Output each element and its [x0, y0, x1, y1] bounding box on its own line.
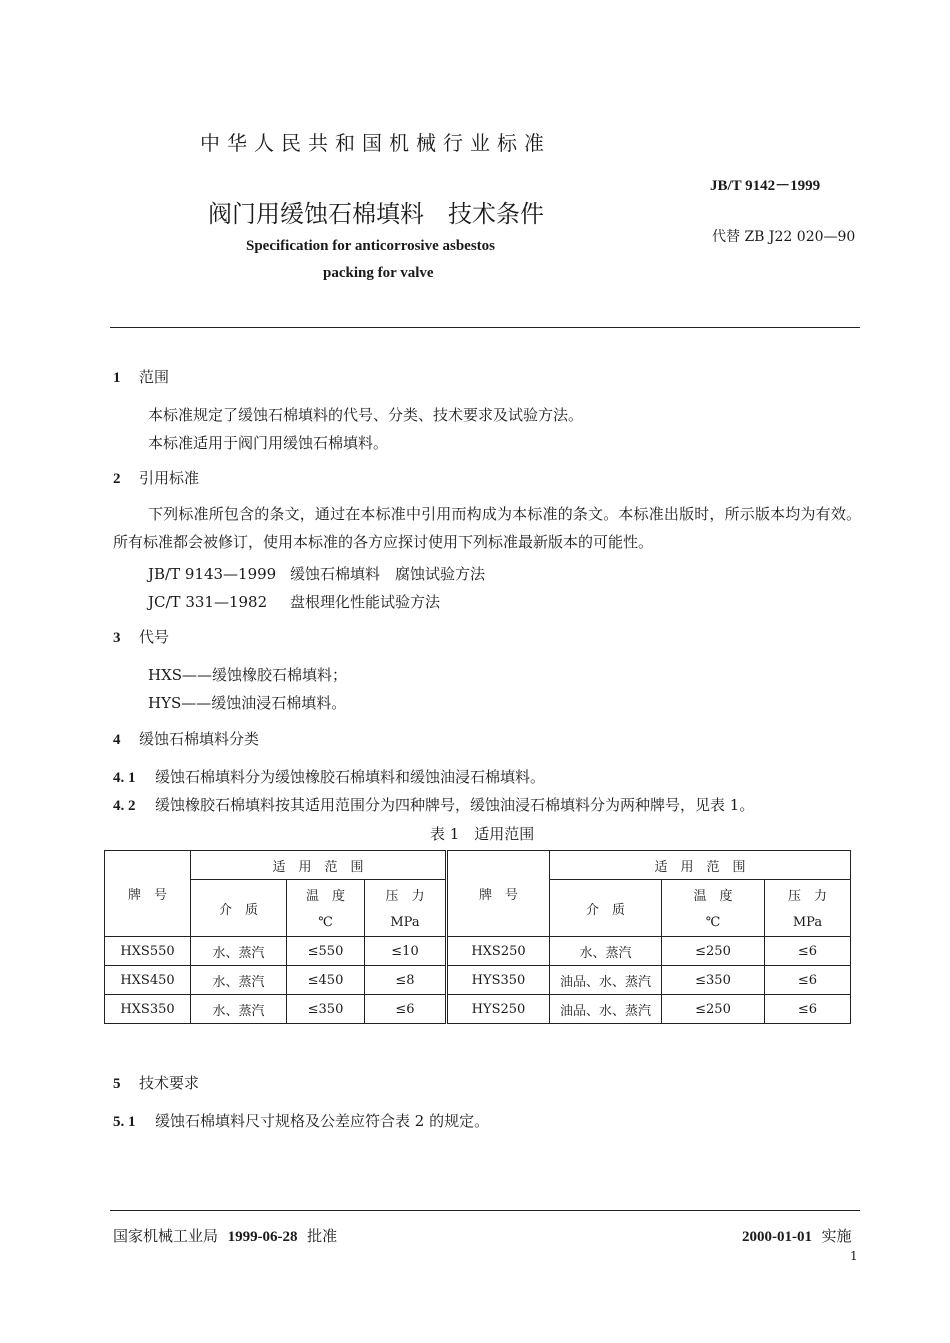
table-row — [105, 995, 851, 1024]
section-number: 2 — [113, 471, 121, 487]
issuing-standard-header: 中华人民共和国机械行业标准 — [200, 131, 551, 155]
implementation-line — [742, 1225, 852, 1246]
header-grade: 牌 号 — [447, 851, 550, 937]
page-number: 1 — [850, 1249, 858, 1263]
header-pressure-unit: MPa — [365, 908, 447, 937]
section-title: 缓蚀石棉填料分类 — [139, 730, 260, 748]
paragraph: HYS——缓蚀油浸石棉填料。 — [148, 694, 347, 712]
clause-number: 5. 1 — [113, 1114, 136, 1130]
section-title: 技术要求 — [139, 1074, 200, 1092]
table-caption: 表 1 适用范围 — [430, 825, 535, 843]
standard-number: JB/T 9142－1999 — [710, 178, 821, 194]
clause-4-2 — [113, 794, 754, 815]
header-grade: 牌 号 — [105, 851, 191, 937]
grade-cell: HYS250 — [447, 995, 550, 1024]
clause-5-1 — [113, 1110, 489, 1131]
header-medium: 介 质 — [550, 880, 662, 937]
footer-divider — [110, 1210, 860, 1211]
header-pressure: 压 力 — [365, 880, 447, 909]
section-number: 1 — [113, 370, 121, 386]
medium-cell: 油品、水、蒸汽 — [550, 995, 662, 1024]
temperature-cell: ≤450 — [287, 966, 365, 995]
english-title-line-2: packing for valve — [323, 265, 434, 281]
medium-cell: 油品、水、蒸汽 — [550, 966, 662, 995]
pressure-cell: ≤10 — [365, 937, 447, 966]
section-3-heading — [113, 626, 169, 647]
paragraph: 下列标准所包含的条文，通过在本标准中引用而构成为本标准的条文。本标准出版时，所示版本均为有效。所有标准都会被修订，使用本标准的各方应探讨使用下列标准最新版本的可能性。 — [113, 505, 861, 551]
document-title: 阀门用缓蚀石棉填料 技术条件 — [208, 200, 544, 228]
temperature-cell: ≤550 — [287, 937, 365, 966]
implementation-date: 2000-01-01 — [742, 1229, 812, 1245]
grade-cell: HXS550 — [105, 937, 191, 966]
reference-item — [148, 563, 485, 584]
medium-cell: 水、蒸汽 — [191, 966, 287, 995]
clause-text: 缓蚀石棉填料分为缓蚀橡胶石棉填料和缓蚀油浸石棉填料。 — [155, 768, 546, 786]
clause-text: 缓蚀石棉填料尺寸规格及公差应符合表 2 的规定。 — [155, 1112, 490, 1130]
reference-code: JB/T 9143—1999 — [148, 565, 277, 583]
section-number: 4 — [113, 732, 121, 748]
applicability-table — [104, 850, 851, 1024]
header-scope: 适 用 范 围 — [191, 851, 447, 880]
section-2-heading — [113, 467, 199, 488]
section-1-heading — [113, 366, 169, 387]
approval-label: 批准 — [307, 1227, 338, 1245]
temperature-cell: ≤250 — [662, 995, 765, 1024]
header-temperature-unit: ℃ — [662, 908, 765, 937]
issuer: 国家机械工业局 — [113, 1227, 219, 1245]
reference-item — [148, 591, 440, 612]
clause-number: 4. 1 — [113, 770, 136, 786]
grade-cell: HYS350 — [447, 966, 550, 995]
english-title-line-1: Specification for anticorrosive asbestos — [246, 238, 496, 254]
header-divider — [110, 327, 860, 328]
pressure-cell: ≤6 — [765, 937, 851, 966]
medium-cell: 水、蒸汽 — [191, 995, 287, 1024]
temperature-cell: ≤350 — [662, 966, 765, 995]
medium-cell: 水、蒸汽 — [550, 937, 662, 966]
header-temperature-unit: ℃ — [287, 908, 365, 937]
approval-line — [113, 1225, 337, 1246]
section-5-heading — [113, 1072, 199, 1093]
grade-cell: HXS250 — [447, 937, 550, 966]
section-title: 代号 — [139, 628, 170, 646]
pressure-cell: ≤6 — [765, 995, 851, 1024]
grade-cell: HXS450 — [105, 966, 191, 995]
medium-cell: 水、蒸汽 — [191, 937, 287, 966]
paragraph: 本标准规定了缓蚀石棉填料的代号、分类、技术要求及试验方法。 — [148, 406, 584, 424]
temperature-cell: ≤250 — [662, 937, 765, 966]
table-row — [105, 937, 851, 966]
clause-text: 缓蚀橡胶石棉填料按其适用范围分为四种牌号，缓蚀油浸石棉填料分为两种牌号，见表 1。 — [155, 796, 755, 814]
paragraph: HXS——缓蚀橡胶石棉填料； — [148, 666, 348, 684]
clause-number: 4. 2 — [113, 798, 136, 814]
header-temperature: 温 度 — [662, 880, 765, 909]
header-pressure-unit: MPa — [765, 908, 851, 937]
grade-cell: HXS350 — [105, 995, 191, 1024]
reference-name: 盘根理化性能试验方法 — [290, 593, 441, 611]
paragraph: 本标准适用于阀门用缓蚀石棉填料。 — [148, 434, 389, 452]
section-title: 范围 — [139, 368, 170, 386]
table-header-row — [105, 851, 851, 880]
reference-code: JC/T 331—1982 — [148, 593, 268, 611]
pressure-cell: ≤6 — [765, 966, 851, 995]
header-medium: 介 质 — [191, 880, 287, 937]
implementation-label: 实施 — [821, 1227, 852, 1245]
header-pressure: 压 力 — [765, 880, 851, 909]
pressure-cell: ≤6 — [365, 995, 447, 1024]
temperature-cell: ≤350 — [287, 995, 365, 1024]
approval-date: 1999-06-28 — [227, 1229, 298, 1245]
section-number: 3 — [113, 630, 121, 646]
replaces-note: 代替 ZB J22 020—90 — [712, 229, 856, 245]
pressure-cell: ≤8 — [365, 966, 447, 995]
header-scope: 适 用 范 围 — [550, 851, 851, 880]
clause-4-1 — [113, 766, 545, 787]
reference-name: 缓蚀石棉填料 腐蚀试验方法 — [290, 565, 486, 583]
section-title: 引用标准 — [139, 469, 200, 487]
table-row — [105, 966, 851, 995]
section-4-heading — [113, 728, 259, 749]
section-number: 5 — [113, 1076, 121, 1092]
header-temperature: 温 度 — [287, 880, 365, 909]
